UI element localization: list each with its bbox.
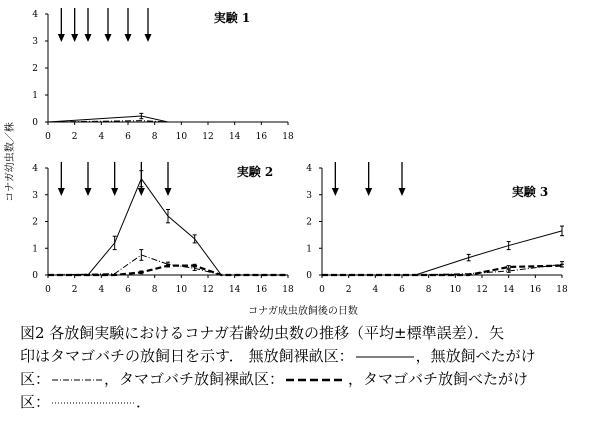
y-tick-label: 0	[306, 271, 312, 281]
release-arrow-head	[145, 34, 152, 42]
y-tick-label: 3	[306, 190, 312, 201]
x-tick-label: 10	[175, 132, 188, 142]
chart-title: 実験 3	[511, 185, 549, 199]
x-tick-label: 16	[529, 285, 542, 295]
caption-text-3b: ，タマゴバチ放飼裸畝区：	[104, 370, 285, 388]
y-axis-label: コナガ幼虫数／株	[5, 122, 16, 202]
release-arrow-head	[85, 188, 92, 196]
x-tick-label: 6	[399, 285, 405, 295]
legend-swatch-dotted	[52, 399, 134, 407]
release-arrow-head	[71, 34, 78, 42]
x-tick-label: 6	[125, 285, 131, 295]
chart-3	[306, 162, 568, 295]
x-tick-label: 16	[255, 132, 268, 142]
legend-swatch-dash-dot	[52, 376, 102, 384]
y-tick-label: 1	[32, 244, 38, 255]
x-tick-label: 12	[476, 285, 488, 295]
chart-2	[32, 162, 294, 295]
x-tick-label: 12	[202, 132, 214, 142]
caption-line-1: 図2 各放飼実験におけるコナガ若齢幼虫数の推移（平均±標準誤差）．矢	[20, 324, 505, 342]
x-tick-label: 8	[425, 285, 432, 295]
y-tick-label: 0	[32, 271, 38, 281]
x-tick-label: 4	[98, 285, 105, 295]
caption-text-3c: ，タマゴバチ放飼べたがけ	[348, 370, 529, 388]
x-tick-label: 16	[255, 285, 268, 295]
y-tick-label: 3	[32, 190, 38, 201]
caption-text-3a: 区：	[20, 370, 51, 388]
release-arrow-head	[332, 188, 339, 196]
y-tick-label: 3	[32, 37, 38, 47]
release-arrow-head	[138, 188, 145, 196]
figure-caption	[20, 322, 594, 414]
y-tick-label: 4	[32, 10, 38, 20]
y-tick-label: 2	[306, 217, 312, 228]
chart-title: 実験 1	[213, 11, 251, 25]
release-arrow-head	[58, 34, 65, 42]
x-tick-label: 0	[45, 132, 51, 142]
release-arrow-head	[125, 34, 132, 42]
y-tick-label: 0	[32, 118, 38, 128]
y-tick-label: 1	[32, 91, 38, 101]
release-arrow-head	[111, 188, 118, 196]
x-tick-label: 4	[372, 285, 379, 295]
x-axis-label: コナガ成虫放飼後の日数	[248, 306, 358, 317]
y-tick-label: 2	[32, 217, 38, 228]
release-arrow-head	[165, 188, 172, 196]
caption-text-4a: 区：	[20, 393, 51, 411]
x-tick-label: 0	[45, 285, 51, 295]
x-tick-label: 14	[228, 132, 241, 142]
y-tick-label: 4	[32, 164, 38, 174]
y-tick-label: 1	[306, 244, 312, 255]
x-tick-label: 2	[71, 285, 78, 295]
x-tick-label: 6	[125, 132, 131, 142]
series-line-dash-bold	[322, 266, 562, 275]
x-tick-label: 18	[556, 285, 568, 295]
x-tick-label: 4	[98, 132, 105, 142]
release-arrow-head	[399, 188, 406, 196]
x-tick-label: 2	[345, 285, 352, 295]
x-tick-label: 10	[175, 285, 188, 295]
x-tick-label: 8	[151, 285, 158, 295]
x-tick-label: 18	[282, 285, 294, 295]
caption-line-4	[20, 391, 594, 414]
caption-text-2a: 印はタマゴバチの放飼日を示す． 無放飼裸畝区：	[20, 347, 354, 365]
x-tick-label: 8	[151, 132, 158, 142]
caption-line-3	[20, 368, 594, 391]
caption-text-2b: ，無放飼べたがけ	[415, 347, 536, 365]
release-arrow-head	[365, 188, 372, 196]
legend-swatch-solid	[356, 353, 414, 361]
x-tick-label: 18	[282, 132, 294, 142]
x-tick-label: 12	[202, 285, 214, 295]
release-arrow-head	[58, 188, 65, 196]
x-tick-label: 14	[502, 285, 515, 295]
y-tick-label: 2	[32, 64, 38, 74]
chart-title: 実験 2	[236, 165, 274, 179]
y-tick-label: 4	[306, 164, 312, 174]
series-line-solid	[322, 231, 562, 275]
x-tick-label: 10	[449, 285, 462, 295]
x-tick-label: 0	[319, 285, 325, 295]
release-arrow-head	[105, 34, 112, 42]
legend-swatch-dash-bold	[286, 376, 346, 384]
x-tick-label: 14	[228, 285, 241, 295]
caption-text-4b: ．	[136, 393, 152, 411]
chart-1	[32, 8, 294, 142]
x-tick-label: 2	[71, 132, 78, 142]
caption-line-2	[20, 345, 594, 368]
release-arrow-head	[85, 34, 92, 42]
